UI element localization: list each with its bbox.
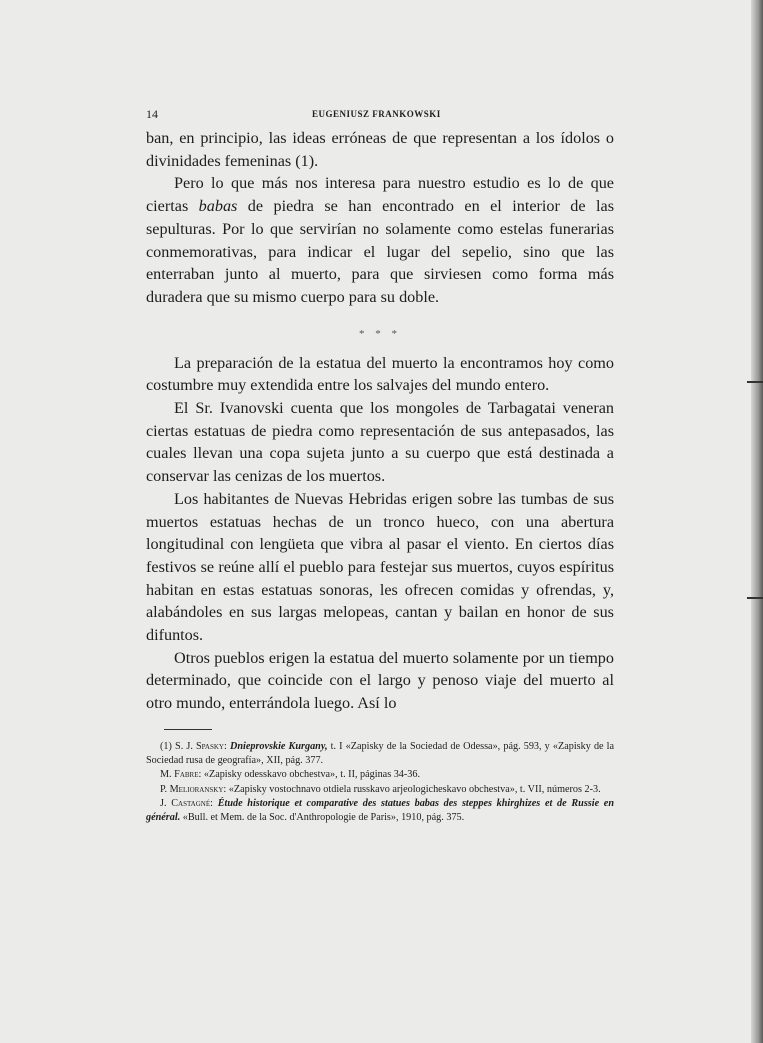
running-head	[146, 105, 614, 127]
paragraph: La preparación de la estatua del muerto la encontramos hoy como costumbre muy extendida entre los salvajes del mundo entero.	[146, 353, 614, 395]
emphasis: babas	[198, 197, 238, 216]
paragraph: ban, en principio, las ideas erróneas de que representan a los ídolos o divinidades femeninas (1).	[146, 129, 614, 170]
edge-mark	[747, 381, 763, 383]
paragraph: Otros pueblos erigen la estatua del muerto solamente por un tiempo determinado, que coincide con el largo y penoso viaje del muerto al otro mundo, enterrándola luego. Así lo	[146, 648, 614, 713]
footnote: J. Castagné: Étude historique et comparative des statues babas des steppes khirghizes et de Russie en général. «Bull. et Mem. de la Soc. d'Anthropologie de Paris», 1910, pág. 375.	[146, 798, 614, 824]
edge-mark	[747, 597, 763, 599]
paragraph: El Sr. Ivanovski cuenta que los mongoles de Tarbagatai veneran ciertas estatuas de piedra como representación de sus antepasados, las cuales llevan una copa sujeta junto a su cuerpo que está destinada a conservar las cenizas de los muertos.	[146, 399, 614, 486]
page-number: 14	[146, 107, 158, 121]
footnote: M. Fabre: «Zapisky odesskavo obchestva», t. II, páginas 34-36.	[160, 769, 421, 781]
paragraph: Los habitantes de Nuevas Hebridas erigen sobre las tumbas de sus muertos estatuas hechas de un tronco hueco, con una abertura longitudinal con lengüeta que vibra al pasar el viento. En ciertos días festivos se reúne allí el pueblo para festejar sus muertos, cuyos espíritus habitan en estas estatuas sonoras, les ofrecen comidas y ofrendas, y, alabándoles en sus largas melopeas, cantan y bailan en honor de sus difuntos.	[146, 489, 614, 645]
footnotes	[146, 740, 614, 826]
footnote: (1) S. J. Spasky: Dnieprovskie Kurgany, t. I «Zapisky de la Sociedad de Odessa», pág. 593, y «Zapisky de la Sociedad rusa de geografía», XII, pág. 377.	[146, 740, 615, 767]
paragraph: Pero lo que más nos interesa para nuestro estudio es lo de que ciertas babas de piedra se han encontrado en el interior de las sepulturas. Por lo que servirían no solamente como estelas funerarias conmemorativas, para indicar el lugar del sepelio, sino que las enterraban junto al muerto, para que sirviesen como forma más duradera que su mismo cuerpo para su doble.	[146, 174, 614, 306]
footnote: P. Melioransky: «Zapisky vostochnavo otdiela russkavo arjeologicheskavo obchestva», t. VII, números 2-3.	[160, 783, 601, 795]
body-text	[146, 127, 614, 715]
book-page	[146, 105, 614, 826]
section-separator: * * *	[359, 327, 401, 340]
page-edge-shadow	[751, 0, 763, 1043]
footnote-rule	[164, 729, 212, 730]
running-title: EUGENIUSZ FRANKOWSKI	[312, 109, 441, 119]
